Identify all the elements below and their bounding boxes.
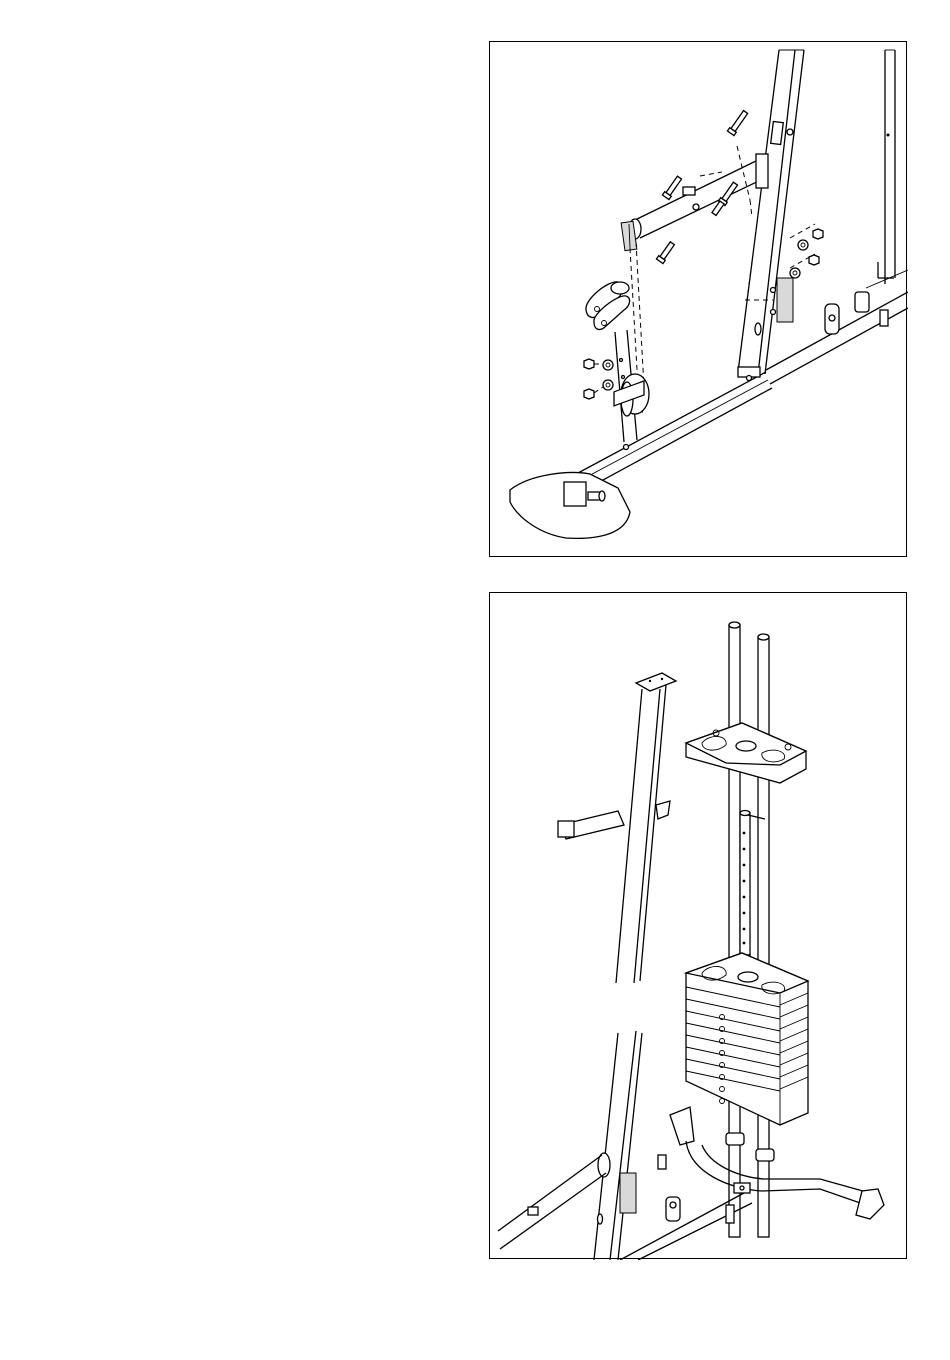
upper-figure-drawing [490,42,908,558]
assembly-figure-lower [489,592,907,1259]
swivel-arms [586,282,630,330]
top-weight-plate [686,723,806,783]
lower-figure-drawing [490,593,908,1260]
weight-stack [686,953,808,1125]
lower-left-frame [498,1031,642,1260]
foot-plate [510,473,630,539]
base-frame [620,1107,884,1260]
left-frame-upright [558,673,676,983]
upper-crossbar [629,154,768,239]
right-rear-post [878,50,895,284]
left-washers-nuts [584,359,613,399]
right-washers-nuts [790,229,823,278]
main-upright [738,50,804,374]
assembly-figure-upper [489,41,907,557]
